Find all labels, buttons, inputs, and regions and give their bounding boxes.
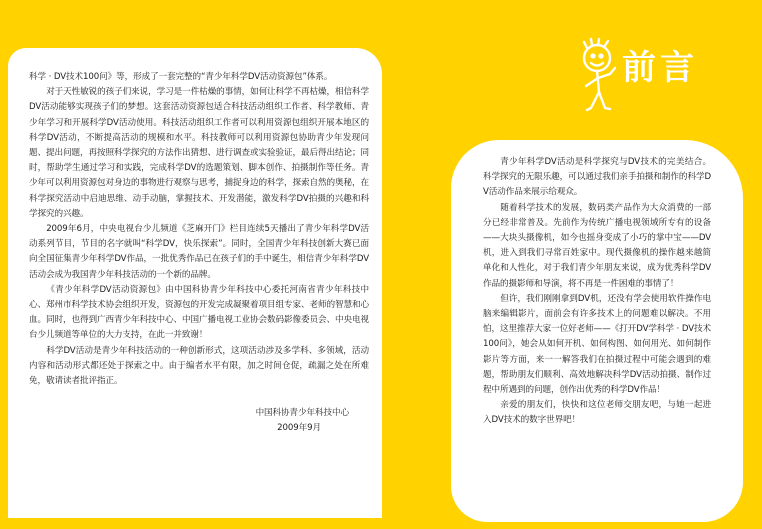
right-paragraph-2: 随着科学技术的发展，数码类产品作为大众消费的一部分已经非常普及。先前作为传统广播电视领域所专有的设备——大块头摄像机，如今也摇身变成了小巧的掌中宝——DV机，进入到我们寻常百姓家中。现代摄像机的操作越来越简单化和人性化，对于我们青少年朋友来说，成为优秀科学DV作品的摄影师和导演，将不再是一件困难的事情了！: [483, 202, 711, 289]
left-page-text: [29, 70, 369, 437]
left-paragraph-4: 《青少年科学DV活动资源包》由中国科协青少年科技中心委托河南省青少年科技中心、郑州市科学技术协会组织开发，资源包的开发完成凝聚着项目组专家、老师的智慧和心血。同时，也得到广西青少年科技中心、中国广播电视工业协会数码影像委员会、中央电视台少儿频道等单位的大力支持，在此一并致谢！: [29, 284, 369, 341]
signature-date: 2009年9月: [277, 423, 321, 434]
right-page: [451, 140, 743, 522]
left-paragraph-5: 科学DV活动是青少年科技活动的一种创新形式，这项活动涉及多学科、多领域，活动内容和活动形式都还处于探索之中。由于编者水平有限，加之时间仓促，疏漏之处在所难免，敬请读者批评指正。: [29, 345, 369, 387]
left-paragraph-2: 对于天性敏锐的孩子们来说，学习是一件枯燥的事情，如何让科学不再枯燥，相信科学DV活动能够实现孩子们的梦想。这套活动资源包适合科技活动组织工作者、科学教师、青少年学习和开展科学DV活动使用。科技活动组织工作者可以利用资源包组织开展本地区的科学DV活动，不断提高活动的规模和水平。科技教师可以利用资源包协助青少年发现问题、提出问题，再按照科学探究的方法作出猜想、进行调查或实验验证，最后得出结论；同时，帮助学生通过学习和实践，完成科学DV的选题策划、脚本创作、拍摄制作等任务。青少年可以利用资源包对身边的事物进行观察与思考，捕捉身边的科学，探索自然的奥秘，在科学探究活动中启迪思维、动手动脑，掌握技术、开发潜能，激发科学DV拍摄的兴趣和科学探究的兴趣。: [29, 87, 369, 219]
preface-header: [577, 36, 727, 116]
stick-figure-mascot-icon: [577, 36, 625, 116]
signature-org: 中国科协青少年科技中心: [255, 408, 349, 419]
left-paragraph-3: 2009年6月，中央电视台少儿频道《芝麻开门》栏目连续5天播出了青少年科学DV活动系列节目，节目的名字就叫“科学DV，快乐探索”。同时，全国青少年科技创新大赛已面向全国征集青少年科学DV作品，一批优秀作品已在孩子们的手中诞生，相信青少年科学DV活动会成为我国青少年科技活动的一个新的品牌。: [29, 224, 369, 280]
right-paragraph-1: 青少年科学DV活动是科学探究与DV技术的完美结合。科学探究的无限乐趣，可以通过我们亲手拍摄和制作的科学DV活动作品来展示给观众。: [483, 157, 711, 198]
right-page-text: [483, 155, 711, 429]
left-page: [8, 48, 382, 518]
right-paragraph-4: 亲爱的朋友们，快快和这位老师交朋友吧，与她一起进入DV技术的数字世界吧！: [483, 400, 711, 426]
signature: [29, 406, 369, 436]
right-paragraph-3: 但许，我们刚刚拿到DV机，还没有学会使用软件操作电脑来编辑影片，面前会有许多技术上的问题难以解决。不用怕，这里推荐大家一位好老师——《打开DV学科学 · DV技术100问》，她会从如何开机、如何构图、如何用光、如何制作影片等方面，来一一解答我们在拍摄过程中可能会遇到的难题，帮助朋友们顺利、高效地解决科学DV活动拍摄、制作过程中所遇到的问题，创作出优秀的科学DV作品！: [483, 293, 711, 396]
left-paragraph-1: 科学 · DV技术100问》等，形成了一套完整的“青少年科学DV活动资源包”体系。: [29, 72, 333, 82]
preface-title: 前言: [622, 48, 698, 88]
